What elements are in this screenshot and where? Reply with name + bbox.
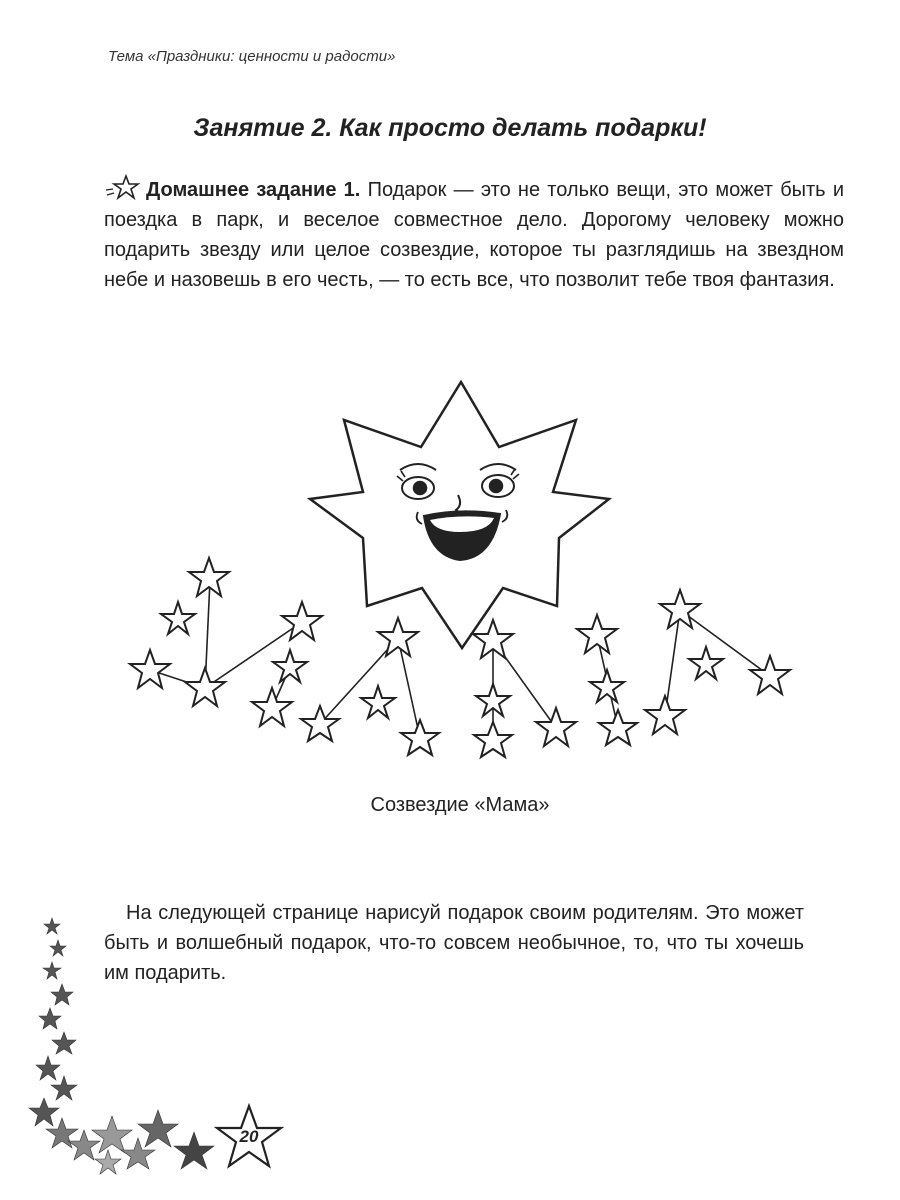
constellation-star [161,602,195,634]
constellation-star [378,618,418,656]
corner-star-icon [92,1116,132,1153]
corner-star-icon [174,1132,214,1169]
corner-star-icon [138,1110,178,1147]
constellation-star [577,615,617,653]
smiling-star-icon [310,382,609,648]
corner-star-icon [50,940,66,956]
corner-star-icon [44,918,60,934]
corner-star-icon [51,984,73,1005]
corner-star-icon [68,1130,100,1160]
constellation-star [282,602,322,640]
constellation-star [252,688,292,726]
constellation-star [645,696,685,734]
constellation-star [750,656,790,694]
corner-star-icon [39,1008,61,1029]
constellation-star [660,590,700,628]
homework-label: Домашнее задание 1. [146,179,361,201]
constellation-star [590,670,624,702]
lesson-title: Занятие 2. Как просто делать подарки! [193,114,707,142]
constellation-star [185,668,225,706]
constellation-stars [130,558,790,757]
constellation-illustration [0,370,900,770]
constellation-star [301,706,339,741]
constellation-star [689,647,723,679]
constellation-star [361,686,395,718]
corner-star-icon [51,1076,77,1100]
constellation-star [273,650,307,682]
constellation-star [130,650,170,688]
homework-paragraph [104,174,844,295]
constellation-star [536,708,576,746]
page-number-badge [214,1103,284,1173]
decorative-stars-corner [0,900,230,1200]
page-number: 20 [239,1127,259,1146]
next-task-paragraph: На следующей странице нарисуй подарок своим родителям. Это может быть и волшебный подарок, что-то совсем необычное, то, что ты хочешь им подарить. [104,902,804,984]
running-head: Тема «Праздники: ценности и радости» [108,48,396,65]
corner-star-icon [95,1150,121,1174]
star-outline-icon [104,174,146,200]
constellation-star [474,722,512,757]
constellation-star [401,720,439,755]
homework-text: Подарок — это не только вещи, это может быть и поездка в парк, и веселое совместное дело. Дорогому человеку можно подарить звезду или целое созвездие, которое ты разглядишь на звездном небе и назовешь в его честь, — то есть все, что позволит тебе твоя фантазия. [104,179,844,291]
corner-star-icon [36,1056,60,1080]
corner-star-icon [52,1032,76,1054]
corner-star-icon [43,962,61,979]
constellation-star [599,710,637,745]
figure-caption: Созвездие «Мама» [370,794,550,816]
corner-star-icon [29,1098,59,1126]
